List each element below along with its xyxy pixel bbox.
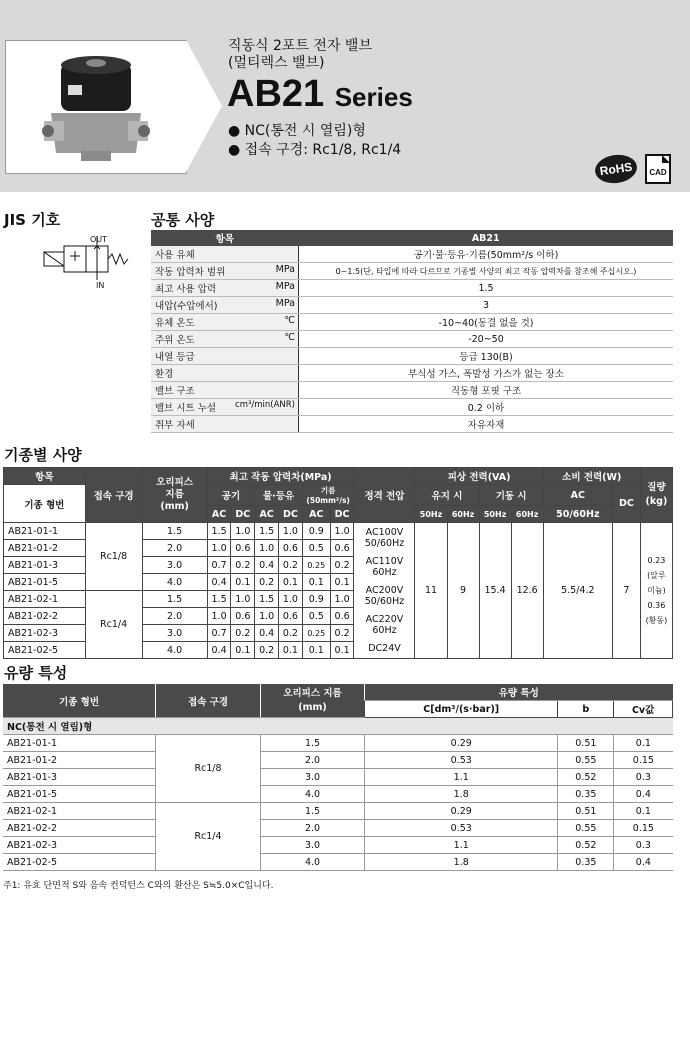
flow-orifice: 4.0 <box>261 786 365 803</box>
pressure-value: 1.5 <box>255 591 279 608</box>
spec-row <box>151 246 673 263</box>
pressure-value: 0.4 <box>207 574 231 591</box>
spec-row <box>151 382 673 399</box>
spec-key <box>151 314 299 331</box>
ms-h-dc1: DC <box>231 506 255 523</box>
orifice: 1.5 <box>142 523 207 540</box>
ms-h-port: 접속 구경 <box>85 468 142 523</box>
model-row <box>4 523 673 540</box>
pressure-value: 0.25 <box>302 557 330 574</box>
model-no: AB21-01-3 <box>4 557 86 574</box>
spec-key <box>151 246 299 263</box>
pressure-value: 0.1 <box>330 574 354 591</box>
ms-h-water: 물·등유 <box>255 485 303 506</box>
pressure-value: 1.0 <box>231 523 255 540</box>
pressure-value: 1.0 <box>279 523 303 540</box>
model-no: AB21-02-5 <box>4 642 86 659</box>
spec-key-label: 작동 압력차 범위 <box>155 267 226 278</box>
flow-model-no: AB21-02-2 <box>3 820 156 837</box>
pressure-value: 1.0 <box>330 523 354 540</box>
ms-h-power: 소비 전력(W) <box>543 468 640 485</box>
spec-row <box>151 399 673 416</box>
spec-value: 3 <box>299 297 674 314</box>
ms-h-item: 항목 <box>4 468 86 485</box>
orifice: 3.0 <box>142 625 207 642</box>
jis-in-label: IN <box>96 281 105 290</box>
pressure-value: 0.6 <box>279 608 303 625</box>
ms-h-apparent: 피상 전력(VA) <box>415 468 543 485</box>
fl-h-port: 접속 구경 <box>156 684 261 718</box>
voltage-line: AC220V <box>365 613 404 625</box>
model-spec-title: 기종별 사양 <box>4 446 82 464</box>
model-no: AB21-01-1 <box>4 523 86 540</box>
spec-unit: ℃ <box>284 315 295 326</box>
flow-c: 1.1 <box>365 769 558 786</box>
cad-icon <box>645 154 671 184</box>
flow-orifice: 1.5 <box>261 735 365 752</box>
pressure-value: 0.1 <box>302 574 330 591</box>
subtitle-2: (멀티렉스 밸브) <box>228 55 325 71</box>
flow-model-no: AB21-01-2 <box>3 752 156 769</box>
spec-row <box>151 280 673 297</box>
ms-h-model-no: 기종 형번 <box>4 485 86 523</box>
ms-h-ac6: 50/60Hz <box>543 506 612 523</box>
spec-key <box>151 365 299 382</box>
spec-row <box>151 297 673 314</box>
fl-group-row: NC(통전 시 열림)형 <box>3 718 673 735</box>
pressure-value: 1.0 <box>207 608 231 625</box>
pressure-value: 0.7 <box>207 625 231 642</box>
ms-h-ac2: AC <box>255 506 279 523</box>
flow-row <box>3 769 673 786</box>
start-60hz: 12.6 <box>511 523 543 659</box>
spec-unit: MPa <box>275 264 295 275</box>
fl-h-cv: Cv값 <box>614 701 673 718</box>
ms-h-pressure: 최고 작동 압력차(MPa) <box>207 468 354 485</box>
flow-c: 0.53 <box>365 820 558 837</box>
flow-cv: 0.3 <box>614 837 673 854</box>
flow-orifice: 3.0 <box>261 769 365 786</box>
spec-key-label: 주위 온도 <box>155 335 195 346</box>
voltage-line: 50/60Hz <box>364 596 405 608</box>
pressure-value: 0.2 <box>279 557 303 574</box>
spec-row <box>151 416 673 433</box>
bullet-nc: ● NC(통전 시 열림)형 <box>228 123 366 139</box>
spec-unit: cm³/min(ANR) <box>235 400 295 410</box>
flow-b: 0.52 <box>558 769 614 786</box>
pressure-value: 1.0 <box>255 608 279 625</box>
fl-h-model: 기종 형번 <box>3 684 156 718</box>
flow-orifice: 4.0 <box>261 854 365 871</box>
ms-h-voltage: 정격 전압 <box>354 468 415 523</box>
pressure-value: 0.25 <box>302 625 330 642</box>
footnote: 주1: 유효 단면적 S와 음속 컨덕턴스 C와의 환산은 S≒5.0×C입니다. <box>3 881 274 891</box>
voltage-line: DC24V <box>368 642 401 654</box>
ms-h-50a: 50Hz <box>415 506 447 523</box>
voltage-line: AC110V <box>365 555 404 567</box>
pressure-value: 0.1 <box>231 642 255 659</box>
spec-row <box>151 314 673 331</box>
port-size: Rc1/4 <box>85 591 142 659</box>
hold-60hz: 9 <box>447 523 479 659</box>
ms-h-orifice: 오리피스 지름 (mm) <box>142 468 207 523</box>
flow-cv: 0.3 <box>614 769 673 786</box>
spec-unit: MPa <box>275 298 295 309</box>
orifice: 4.0 <box>142 574 207 591</box>
flow-orifice: 3.0 <box>261 837 365 854</box>
fl-h-flow: 유량 특성 <box>365 684 673 701</box>
orifice: 1.5 <box>142 591 207 608</box>
cad-label: CAD <box>649 168 667 177</box>
pressure-value: 0.4 <box>255 557 279 574</box>
start-50hz: 15.4 <box>479 523 511 659</box>
pressure-value: 0.6 <box>279 540 303 557</box>
orifice: 4.0 <box>142 642 207 659</box>
common-spec-table <box>151 230 673 433</box>
orifice: 3.0 <box>142 557 207 574</box>
flow-model-no: AB21-01-5 <box>3 786 156 803</box>
spec-header-item: 항목 <box>151 230 299 246</box>
voltage-line: AC100V <box>365 526 404 538</box>
spec-value: 0~1.5(단, 타입에 따라 다르므로 기종별 사양의 최고 작동 압력차를 참조해 주십시오.) <box>299 263 674 280</box>
spec-key <box>151 280 299 297</box>
spec-key-label: 유체 온도 <box>155 318 195 329</box>
rohs-badge: RoHS <box>593 152 638 186</box>
flow-c: 0.29 <box>365 735 558 752</box>
spec-key-label: 최고 사용 압력 <box>155 284 217 295</box>
ms-h-air: 공기 <box>207 485 255 506</box>
flow-row <box>3 735 673 752</box>
model-name: AB21 <box>227 73 325 115</box>
ms-h-hold: 유지 시 <box>415 485 479 506</box>
flow-b: 0.51 <box>558 735 614 752</box>
spec-unit: MPa <box>275 281 295 292</box>
pressure-value: 0.4 <box>255 625 279 642</box>
flow-b: 0.35 <box>558 786 614 803</box>
ms-h-dc2: DC <box>279 506 303 523</box>
spec-key <box>151 331 299 348</box>
bullet-port: ● 접속 구경: Rc1/8, Rc1/4 <box>228 142 402 158</box>
voltage-cell <box>354 523 415 659</box>
spec-value: 등급 130(B) <box>299 348 674 365</box>
mass-line: (황동) <box>645 616 668 625</box>
spec-key <box>151 263 299 280</box>
spec-header-model: AB21 <box>299 230 674 246</box>
spec-row <box>151 263 673 280</box>
flow-c: 1.8 <box>365 786 558 803</box>
series-label: Series <box>334 82 413 112</box>
pressure-value: 0.1 <box>330 642 354 659</box>
flow-c: 1.1 <box>365 837 558 854</box>
pressure-value: 1.5 <box>207 591 231 608</box>
voltage-line: 60Hz <box>372 625 397 637</box>
ms-h-ac: AC <box>543 485 612 506</box>
spec-value: -10~40(동결 없을 것) <box>299 314 674 331</box>
fl-h-orifice: 오리피스 지름 (mm) <box>261 684 365 718</box>
spec-key <box>151 382 299 399</box>
flow-orifice: 1.5 <box>261 803 365 820</box>
pressure-value: 0.2 <box>231 625 255 642</box>
flow-model-no: AB21-02-5 <box>3 854 156 871</box>
pressure-value: 1.0 <box>330 591 354 608</box>
pressure-value: 0.2 <box>255 642 279 659</box>
pressure-value: 0.2 <box>330 557 354 574</box>
model-no: AB21-02-1 <box>4 591 86 608</box>
jis-out-label: OUT <box>90 235 108 244</box>
pressure-value: 0.1 <box>231 574 255 591</box>
pressure-value: 0.2 <box>231 557 255 574</box>
flow-c: 0.29 <box>365 803 558 820</box>
spec-key <box>151 399 299 416</box>
spec-value: 직동형 포핏 구조 <box>299 382 674 399</box>
spec-key-label: 취부 자세 <box>155 420 195 431</box>
spec-value: 부식성 가스, 폭발성 가스가 없는 장소 <box>299 365 674 382</box>
pressure-value: 0.9 <box>302 591 330 608</box>
spec-row <box>151 331 673 348</box>
spec-unit: ℃ <box>284 332 295 343</box>
ms-h-mass: 질량 (kg) <box>640 468 672 523</box>
flow-b: 0.55 <box>558 820 614 837</box>
ms-h-dc3: DC <box>330 506 354 523</box>
ms-h-60a: 60Hz <box>447 506 479 523</box>
ms-h-ac3: AC <box>302 506 330 523</box>
flow-model-no: AB21-02-1 <box>3 803 156 820</box>
flow-b: 0.52 <box>558 837 614 854</box>
ms-h-oil: 기름(50mm²/s) <box>302 485 354 506</box>
pressure-value: 0.4 <box>207 642 231 659</box>
model-no: AB21-01-2 <box>4 540 86 557</box>
spec-key-label: 밸브 구조 <box>155 386 195 397</box>
pressure-value: 1.5 <box>255 523 279 540</box>
ms-h-60b: 60Hz <box>511 506 543 523</box>
pressure-value: 0.5 <box>302 608 330 625</box>
spec-key-label: 내압(수압에서) <box>155 301 218 312</box>
pressure-value: 0.6 <box>231 540 255 557</box>
flow-cv: 0.1 <box>614 735 673 752</box>
product-photo <box>5 40 187 174</box>
flow-row <box>3 854 673 871</box>
ms-h-dc: DC <box>612 485 640 523</box>
flow-row <box>3 837 673 854</box>
flow-row <box>3 803 673 820</box>
flow-model-no: AB21-01-1 <box>3 735 156 752</box>
pressure-value: 0.1 <box>279 574 303 591</box>
flow-model-no: AB21-02-3 <box>3 837 156 854</box>
flow-model-no: AB21-01-3 <box>3 769 156 786</box>
model-spec-table <box>3 467 673 659</box>
pressure-value: 0.6 <box>330 608 354 625</box>
spec-key <box>151 416 299 433</box>
flow-cv: 0.4 <box>614 786 673 803</box>
voltage-line: AC200V <box>365 584 404 596</box>
flow-port: Rc1/8 <box>156 735 261 803</box>
flow-c: 1.8 <box>365 854 558 871</box>
jis-symbol <box>40 232 140 296</box>
flow-b: 0.55 <box>558 752 614 769</box>
spec-value: -20~50 <box>299 331 674 348</box>
voltage-line: 60Hz <box>372 567 397 579</box>
jis-title: JIS 기호 <box>4 211 61 229</box>
spec-key <box>151 348 299 365</box>
flow-b: 0.51 <box>558 803 614 820</box>
pressure-value: 0.2 <box>255 574 279 591</box>
pressure-value: 1.0 <box>255 540 279 557</box>
spec-key-label: 환경 <box>155 369 174 380</box>
flow-cv: 0.15 <box>614 820 673 837</box>
power-ac: 5.5/4.2 <box>543 523 612 659</box>
pressure-value: 1.5 <box>207 523 231 540</box>
pressure-value: 0.2 <box>279 625 303 642</box>
ms-h-ac1: AC <box>207 506 231 523</box>
flow-c: 0.53 <box>365 752 558 769</box>
mass-line: (알루 <box>647 571 666 580</box>
spec-header-row <box>151 230 673 246</box>
pressure-value: 0.9 <box>302 523 330 540</box>
pressure-value: 0.2 <box>330 625 354 642</box>
spec-key-label: 사용 유체 <box>155 250 195 261</box>
flow-port: Rc1/4 <box>156 803 261 871</box>
ms-h-50b: 50Hz <box>479 506 511 523</box>
flow-b: 0.35 <box>558 854 614 871</box>
pressure-value: 0.6 <box>330 540 354 557</box>
mass-line: 0.36 <box>647 601 666 610</box>
flow-orifice: 2.0 <box>261 820 365 837</box>
valve-image <box>6 41 186 173</box>
pressure-value: 0.1 <box>279 642 303 659</box>
header-arrow <box>186 40 222 172</box>
spec-value: 공기·물·등유·기름(50mm²/s 이하) <box>299 246 674 263</box>
flow-cv: 0.4 <box>614 854 673 871</box>
fl-h-b: b <box>558 701 614 718</box>
flow-row <box>3 752 673 769</box>
orifice: 2.0 <box>142 608 207 625</box>
pressure-value: 1.0 <box>207 540 231 557</box>
spec-key <box>151 297 299 314</box>
spec-key-label: 밸브 시트 누설 <box>155 403 217 414</box>
mass-line: 미늄) <box>647 586 666 595</box>
flow-cv: 0.1 <box>614 803 673 820</box>
spec-row <box>151 348 673 365</box>
flow-row <box>3 820 673 837</box>
subtitle-1: 직동식 2포트 전자 밸브 <box>228 38 372 54</box>
power-dc: 7 <box>612 523 640 659</box>
model-no: AB21-01-5 <box>4 574 86 591</box>
pressure-value: 1.0 <box>231 591 255 608</box>
spec-value: 0.2 이하 <box>299 399 674 416</box>
model-no: AB21-02-2 <box>4 608 86 625</box>
fl-h-c: C[dm³/(s·bar)] <box>365 701 558 718</box>
flow-table <box>3 684 673 871</box>
model-title <box>227 72 413 119</box>
pressure-value: 0.5 <box>302 540 330 557</box>
flow-cv: 0.15 <box>614 752 673 769</box>
model-no: AB21-02-3 <box>4 625 86 642</box>
common-spec-title: 공통 사양 <box>151 211 215 229</box>
orifice: 2.0 <box>142 540 207 557</box>
spec-row <box>151 365 673 382</box>
flow-row <box>3 786 673 803</box>
flow-orifice: 2.0 <box>261 752 365 769</box>
pressure-value: 0.1 <box>302 642 330 659</box>
spec-key-label: 내열 등급 <box>155 352 195 363</box>
pressure-value: 1.0 <box>279 591 303 608</box>
spec-value: 1.5 <box>299 280 674 297</box>
hold-50hz: 11 <box>415 523 447 659</box>
pressure-value: 0.7 <box>207 557 231 574</box>
spec-value: 자유자재 <box>299 416 674 433</box>
mass-cell <box>640 523 672 659</box>
ms-h-start: 기동 시 <box>479 485 543 506</box>
mass-line: 0.23 <box>647 556 666 565</box>
flow-title: 유량 특성 <box>4 664 68 682</box>
port-size: Rc1/8 <box>85 523 142 591</box>
pressure-value: 0.6 <box>231 608 255 625</box>
voltage-line: 50/60Hz <box>364 538 405 550</box>
